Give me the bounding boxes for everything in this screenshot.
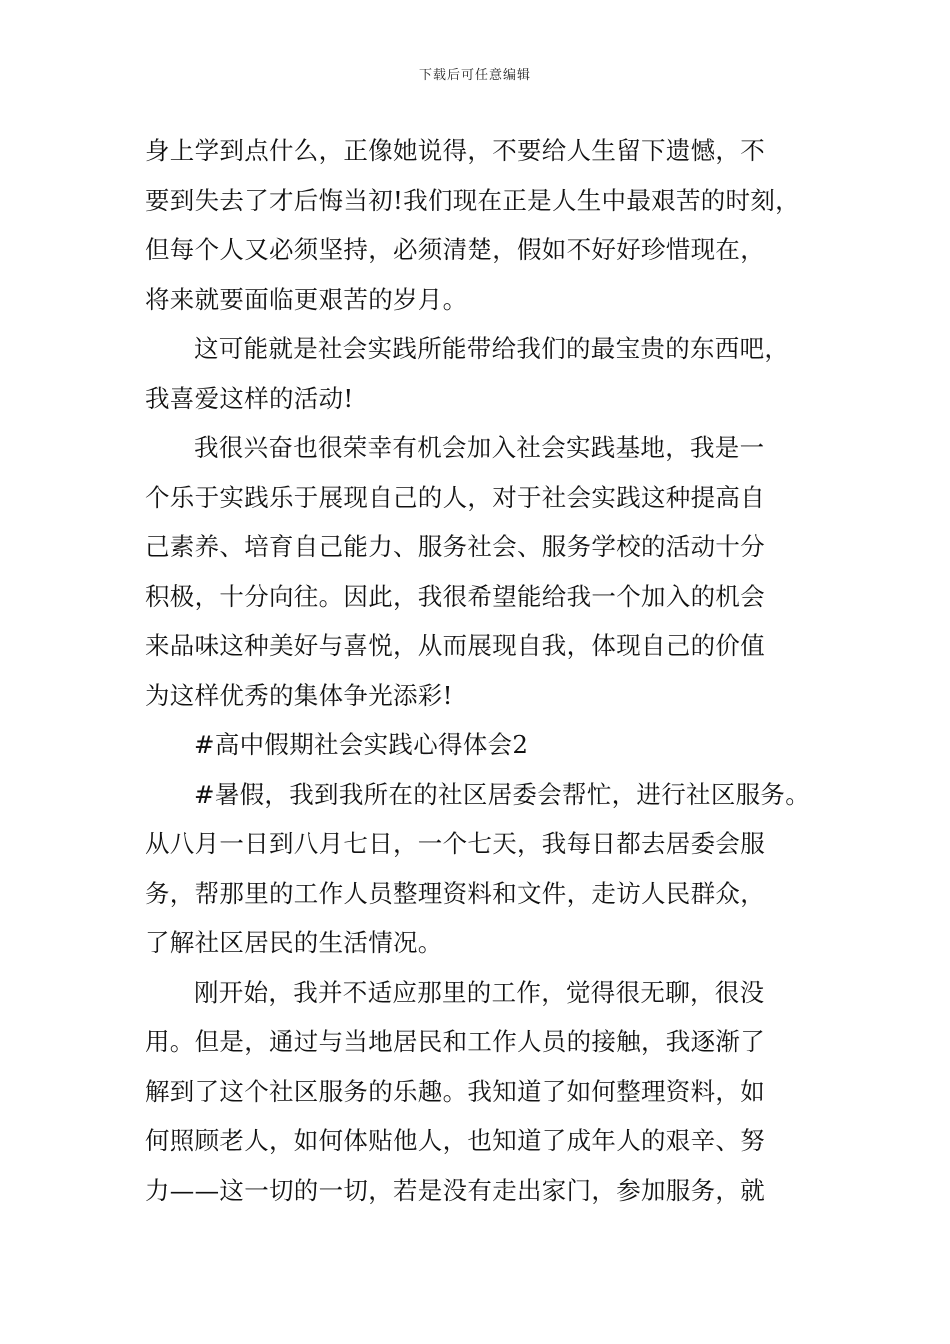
text-line: #暑假，我到我所在的社区居委会帮忙，进行社区服务。 [194,779,811,809]
text-line: 但每个人又必须坚持，必须清楚，假如不好好珍惜现在， [145,235,765,264]
text-line: 用。但是，通过与当地居民和工作人员的接触，我逐渐了 [145,1027,765,1056]
text-line: 要到失去了才后悔当初!我们现在正是人生中最艰苦的时刻， [145,185,800,215]
text-line: 为这样优秀的集体争光添彩! [145,680,453,710]
text-line: 解到了这个社区服务的乐趣。我知道了如何整理资料，如 [145,1076,765,1106]
text-line: 个乐于实践乐于展现自己的人，对于社会实践这种提高自 [145,482,765,512]
text-line: 务，帮那里的工作人员整理资料和文件，走访人民群众， [145,878,765,908]
text-line: 刚开始，我并不适应那里的工作，觉得很无聊，很没 [194,977,765,1007]
text-line: 我很兴奋也很荣幸有机会加入社会实践基地，我是一 [194,433,765,462]
text-line: 来品味这种美好与喜悦，从而展现自我，体现自己的价值 [145,631,765,660]
text-line: 我喜爱这样的活动! [145,383,354,413]
text-line: 从八月一日到八月七日，一个七天，我每日都去居委会服 [145,829,765,858]
document-body [145,126,815,1215]
text-line: 身上学到点什么，正像她说得，不要给人生留下遗憾，不 [145,136,765,165]
text-line: 何照顾老人，如何体贴他人，也知道了成年人的艰辛、努 [145,1126,765,1155]
text-line: 己素养、培育自己能力、服务社会、服务学校的活动十分 [145,532,765,561]
text-line: 积极，十分向往。因此，我很希望能给我一个加入的机会 [145,581,765,611]
page-header: 下载后可任意编辑 [418,68,531,83]
text-line: 力——这一切的一切，若是没有走出家门，参加服务，就 [145,1175,765,1205]
text-line: 这可能就是社会实践所能带给我们的最宝贵的东西吧， [194,334,790,363]
section-heading: #高中假期社会实践心得体会2 [194,730,529,759]
text-line: 将来就要面临更艰苦的岁月。 [145,284,468,314]
text-line: 了解社区居民的生活情况。 [145,928,443,957]
